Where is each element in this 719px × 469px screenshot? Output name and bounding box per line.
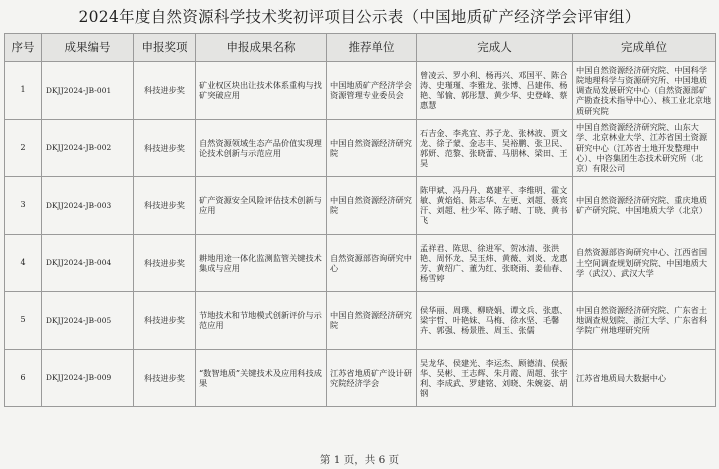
cell-code: DKJJ2024-JB-001 [42, 62, 134, 120]
cell-no: 5 [5, 292, 42, 350]
cell-no: 4 [5, 234, 42, 292]
cell-no: 2 [5, 119, 42, 177]
table-header-row [5, 34, 716, 62]
cell-no: 1 [5, 62, 42, 120]
cell-units: 自然资源部咨询研究中心、江西省国土空间调查规划研究院、中国地质大学（武汉）、武汉大学 [573, 234, 716, 292]
cell-units: 中国自然资源经济研究院、中国科学院地理科学与资源研究所、中国地质调查局发展研究中心（自然资源部矿产勘查技术指导中心）、核工业北京地质研究院 [573, 62, 716, 120]
cell-recommender: 中国地质矿产经济学会资源管理专业委员会 [327, 62, 417, 120]
cell-members: 吴龙华、侯建光、李运杰、顾德清、侯振华、吴彬、王志辉、朱月霞、周超、张宇利、李成武、罗建铭、刘晓、朱婉姿、胡钢 [417, 349, 573, 407]
header-units: 完成单位 [573, 34, 716, 62]
cell-name: 自然资源领域生态产品价值实现理论技术创新与示范应用 [196, 119, 327, 177]
cell-name: 矿产资源安全风险评估技术创新与应用 [196, 177, 327, 235]
table-row [5, 62, 716, 120]
cell-members: 侯华丽、周璞、柳晓娟、谭文兵、张惠、梁宇哲、叶艳妹、马梅、徐水坚、毛馨卉、郭强、杨景胜、周玉、张儒 [417, 292, 573, 350]
cell-recommender: 自然资源部咨询研究中心 [327, 234, 417, 292]
cell-code: DKJJ2024-JB-005 [42, 292, 134, 350]
cell-no: 6 [5, 349, 42, 407]
cell-members: 孟祥君、陈思、徐进军、贺冰清、张洪艳、周怀龙、吴玉炜、黄薇、刘炎、龙惠芳、黄绍广、董为红、张晓雨、姜仙春、杨雪婷 [417, 234, 573, 292]
header-members: 完成人 [417, 34, 573, 62]
cell-award: 科技进步奖 [134, 119, 196, 177]
header-no: 序号 [5, 34, 42, 62]
cell-award: 科技进步奖 [134, 62, 196, 120]
page-footer: 第 1 页，共 6 页 [319, 454, 400, 466]
page-title: 2024年度自然资源科学技术奖初评项目公示表（中国地质矿产经济学会评审组） [78, 8, 641, 26]
cell-code: DKJJ2024-JB-009 [42, 349, 134, 407]
table-row [5, 349, 716, 407]
header-recommender: 推荐单位 [327, 34, 417, 62]
cell-recommender: 中国自然资源经济研究院 [327, 292, 417, 350]
table-row [5, 292, 716, 350]
cell-code: DKJJ2024-JB-002 [42, 119, 134, 177]
cell-name: 耕地用途一体化监测监管关键技术集成与应用 [196, 234, 327, 292]
cell-members: 陈甲斌、冯丹丹、葛建平、李维明、霍文敏、黄焰焰、陈志华、左更、刘超、聂宾汗、刘超、杜少军、陈子晴、丁晓、黄书飞 [417, 177, 573, 235]
cell-members: 曾凌云、罗小利、杨再兴、邓国平、陈合涛、史瑾瑾、李雅龙、张博、吕建伟、杨艳、邹愉、郭彤慧、黄少华、史登峰、蔡惠慧 [417, 62, 573, 120]
cell-name: 节地技术和节地模式创新评价与示范应用 [196, 292, 327, 350]
cell-award: 科技进步奖 [134, 234, 196, 292]
cell-units: 中国自然资源经济研究院、广东省土地调查规划院、浙江大学、广东省科学院广州地理研究所 [573, 292, 716, 350]
cell-units: 中国自然资源经济研究院、重庆地质矿产研究院、中国地质大学（北京） [573, 177, 716, 235]
project-table [4, 33, 716, 407]
header-award: 申报奖项 [134, 34, 196, 62]
table-row [5, 234, 716, 292]
cell-recommender: 中国自然资源经济研究院 [327, 177, 417, 235]
cell-no: 3 [5, 177, 42, 235]
cell-code: DKJJ2024-JB-003 [42, 177, 134, 235]
cell-award: 科技进步奖 [134, 292, 196, 350]
header-name: 申报成果名称 [196, 34, 327, 62]
cell-code: DKJJ2024-JB-004 [42, 234, 134, 292]
cell-members: 石吉金、李兆宜、苏子龙、张林波、贾文龙、徐子蒙、金志丰、吴裕鹏、张卫民、郭妍、范黎、张晓蕾、马朋林、梁田、王昊 [417, 119, 573, 177]
cell-units: 江苏省地质局大数据中心 [573, 349, 716, 407]
cell-award: 科技进步奖 [134, 349, 196, 407]
table-row [5, 177, 716, 235]
cell-award: 科技进步奖 [134, 177, 196, 235]
cell-recommender: 江苏省地质矿产设计研究院经济学会 [327, 349, 417, 407]
cell-name: “数智地质”关键技术及应用科技成果 [196, 349, 327, 407]
header-code: 成果编号 [42, 34, 134, 62]
table-row [5, 119, 716, 177]
cell-name: 矿业权区块出让技术体系重构与找矿突破应用 [196, 62, 327, 120]
cell-units: 中国自然资源经济研究院、山东大学、北京林业大学、江苏省国土资源研究中心（江苏省土地开发整理中心）、中咨集团生态技术研究所（北京）有限公司 [573, 119, 716, 177]
cell-recommender: 中国自然资源经济研究院 [327, 119, 417, 177]
